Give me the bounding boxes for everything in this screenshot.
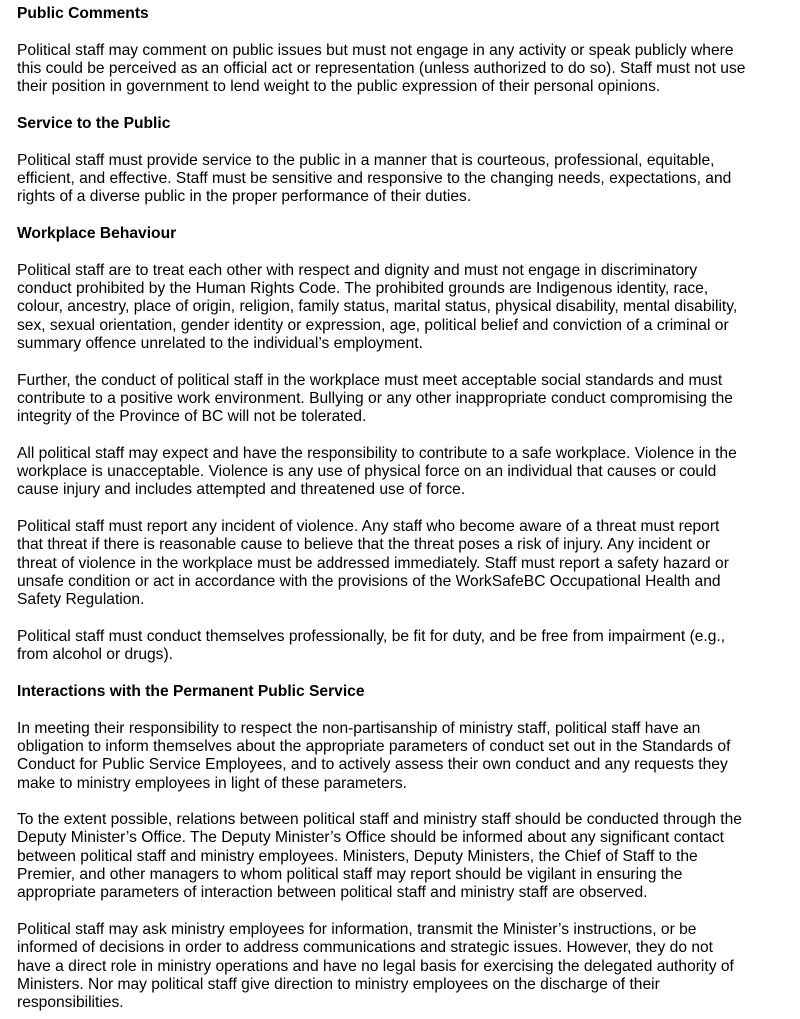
paragraph	[17, 811, 783, 902]
text-line: Deputy Minister’s Office. The Deputy Minister’s Office should be informed about any significant contact	[17, 829, 724, 847]
text-line: integrity of the Province of BC will not be tolerated.	[17, 408, 367, 426]
text-line: Political staff must report any incident of violence. Any staff who become aware of a threat must report	[17, 518, 720, 536]
paragraph	[17, 262, 783, 353]
text-line: conduct prohibited by the Human Rights Code. The prohibited grounds are Indigenous identity, race,	[17, 279, 709, 297]
section-heading: Interactions with the Permanent Public Service	[17, 682, 365, 700]
text-line: Conduct for Public Service Employees, and to actively assess their own conduct and any requests they	[17, 756, 728, 774]
section-heading: Public Comments	[17, 5, 149, 22]
text-line: All political staff may expect and have the responsibility to contribute to a safe workplace. Violence in the	[17, 444, 737, 462]
paragraph	[17, 152, 783, 207]
text-line: Ministers. Nor may political staff give direction to ministry employees on the discharge of their	[17, 975, 660, 993]
section-interactions-public-service	[17, 683, 783, 1013]
text-line: Political staff must conduct themselves professionally, be fit for duty, and be free from impairment (e.g.,	[17, 627, 726, 645]
text-line: obligation to inform themselves about the appropriate parameters of conduct set out in the Standards of	[17, 737, 731, 755]
text-line: responsibilities.	[17, 994, 124, 1012]
text-line: In meeting their responsibility to respect the non-partisanship of ministry staff, political staff have an	[17, 719, 701, 737]
paragraph	[17, 372, 783, 427]
section-heading: Service to the Public	[17, 114, 171, 132]
text-line: Political staff must provide service to the public in a manner that is courteous, professional, equitable,	[17, 151, 715, 169]
text-line: Safety Regulation.	[17, 591, 145, 609]
section-workplace-behaviour	[17, 225, 783, 665]
paragraph	[17, 42, 783, 97]
text-line: Political staff may comment on public issues but must not engage in any activity or speak publicly where	[17, 41, 734, 59]
text-line: To the extent possible, relations between political staff and ministry staff should be conducted through the	[17, 811, 742, 829]
text-line: their position in government to lend weight to the public expression of their personal opinions.	[17, 78, 661, 96]
paragraph	[17, 720, 783, 793]
section-heading: Workplace Behaviour	[17, 224, 177, 242]
text-line: contribute to a positive work environment. Bullying or any other inappropriate conduct compromising the	[17, 389, 733, 407]
text-line: sex, sexual orientation, gender identity or expression, age, political belief and conviction of a criminal or	[17, 316, 729, 334]
text-line: Political staff may ask ministry employees for information, transmit the Minister’s instructions, or be	[17, 921, 697, 939]
text-line: make to ministry employees in light of these parameters.	[17, 774, 408, 792]
text-line: Political staff are to treat each other with respect and dignity and must not engage in discriminatory	[17, 261, 698, 279]
text-line: unsafe condition or act in accordance with the provisions of the WorkSafeBC Occupational Health and	[17, 572, 721, 590]
text-line: from alcohol or drugs).	[17, 646, 173, 664]
section-service-to-the-public	[17, 115, 783, 207]
text-line: between political staff and ministry employees. Ministers, Deputy Ministers, the Chief of Staff to the	[17, 847, 698, 865]
text-line: colour, ancestry, place of origin, religion, family status, marital status, physical disability, mental disability,	[17, 298, 738, 316]
text-line: Premier, and other managers to whom political staff may report should be vigilant in ensuring the	[17, 866, 683, 884]
paragraph	[17, 518, 783, 609]
text-line: workplace is unacceptable. Violence is any use of physical force on an individual that causes or could	[17, 463, 717, 481]
text-line: have a direct role in ministry operations and have no legal basis for exercising the delegated authority of	[17, 957, 734, 975]
section-public-comments	[17, 5, 783, 97]
text-line: informed of decisions in order to address communications and strategic issues. However, they do not	[17, 939, 714, 957]
text-line: efficient, and effective. Staff must be sensitive and responsive to the changing needs, expectations, and	[17, 169, 732, 187]
paragraph	[17, 921, 783, 1012]
text-line: summary offence unrelated to the individual’s employment.	[17, 334, 423, 352]
text-line: Further, the conduct of political staff in the workplace must meet acceptable social standards and must	[17, 371, 723, 389]
paragraph	[17, 628, 783, 665]
text-line: rights of a diverse public in the proper performance of their duties.	[17, 188, 472, 206]
text-line: threat of violence in the workplace must be addressed immediately. Staff must report a safety hazard or	[17, 554, 729, 572]
text-line: this could be perceived as an official act or representation (unless authorized to do so). Staff must not use	[17, 59, 746, 77]
text-line: that threat if there is reasonable cause to believe that the threat poses a risk of injury. Any incident or	[17, 536, 711, 554]
paragraph	[17, 445, 783, 500]
text-line: cause injury and includes attempted and threatened use of force.	[17, 481, 466, 499]
text-line: appropriate parameters of interaction between political staff and ministry staff are observed.	[17, 884, 648, 902]
